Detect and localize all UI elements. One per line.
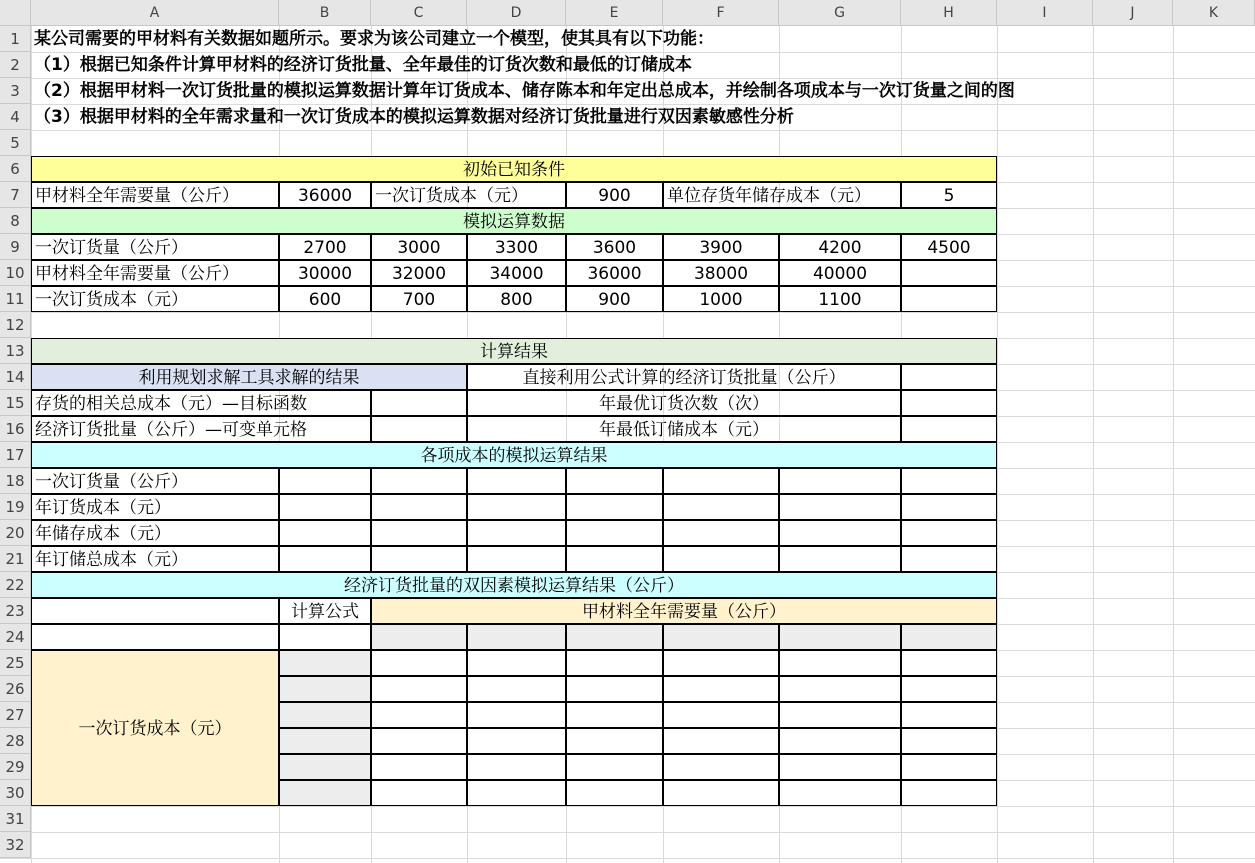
formula-cell[interactable] (279, 624, 371, 650)
eoq-value[interactable] (371, 416, 467, 442)
two-factor-result-cell[interactable] (566, 728, 663, 754)
sim-value[interactable] (901, 286, 997, 312)
two-factor-result-cell[interactable] (371, 650, 467, 676)
gridline-horizontal (0, 832, 1255, 833)
cost-sim-row-label[interactable]: 一次订货量（公斤） (31, 468, 279, 494)
row-header-25[interactable]: 25 (0, 650, 31, 676)
demand-value[interactable]: 36000 (279, 182, 371, 208)
sim-value[interactable]: 34000 (467, 260, 566, 286)
cost-sim-cell[interactable] (279, 520, 371, 546)
row-header-27[interactable]: 27 (0, 702, 31, 728)
two-factor-result-cell[interactable] (663, 676, 779, 702)
min-cost-label[interactable]: 年最低订储成本（元） (467, 416, 901, 442)
row-header-4[interactable]: 4 (0, 104, 31, 130)
two-factor-result-cell[interactable] (467, 676, 566, 702)
cost-sim-cell[interactable] (467, 546, 566, 572)
total-cost-label[interactable]: 存货的相关总成本（元）—目标函数 (31, 390, 371, 416)
sim-value[interactable]: 30000 (279, 260, 371, 286)
demand-label[interactable]: 甲材料全年需要量（公斤） (31, 182, 279, 208)
best-times-value[interactable] (901, 390, 997, 416)
formula-eoq-value[interactable] (901, 364, 997, 390)
demand-input-cell[interactable] (779, 624, 901, 650)
demand-input-cell[interactable] (566, 624, 663, 650)
eoq-label[interactable]: 经济订货批量（公斤）—可变单元格 (31, 416, 371, 442)
two-factor-blank[interactable] (31, 598, 279, 624)
row-header-28[interactable]: 28 (0, 728, 31, 754)
row-header-23[interactable]: 23 (0, 598, 31, 624)
intro-line3[interactable]: （2）根据甲材料一次订货批量的模拟运算数据计算年订货成本、储存陈本和年定出总成本，并绘制各项成本与一次订货量之间的图 (34, 81, 1015, 101)
cost-sim-cell[interactable] (371, 546, 467, 572)
cost-sim-cell[interactable] (901, 546, 997, 572)
two-factor-result-cell[interactable] (901, 702, 997, 728)
row-header-24[interactable]: 24 (0, 624, 31, 650)
two-factor-result-cell[interactable] (467, 650, 566, 676)
cost-sim-cell[interactable] (663, 520, 779, 546)
column-header-j[interactable]: J (1093, 0, 1173, 26)
gridline-horizontal (0, 858, 1255, 859)
cost-sim-title[interactable]: 各项成本的模拟运算结果 (31, 442, 997, 468)
two-factor-title[interactable]: 经济订货批量的双因素模拟运算结果（公斤） (31, 572, 997, 598)
sim-value[interactable] (901, 260, 997, 286)
two-factor-result-cell[interactable] (779, 728, 901, 754)
formula-label[interactable]: 计算公式 (279, 598, 371, 624)
cost-sim-cell[interactable] (279, 546, 371, 572)
two-factor-result-cell[interactable] (779, 676, 901, 702)
row-header-16[interactable]: 16 (0, 416, 31, 442)
results-title[interactable]: 计算结果 (31, 338, 997, 364)
sim-value[interactable]: 2700 (279, 234, 371, 260)
two-factor-result-cell[interactable] (467, 728, 566, 754)
intro-line1[interactable]: 某公司需要的甲材料有关数据如题所示。要求为该公司建立一个模型，使其具有以下功能： (34, 29, 714, 49)
row-header-22[interactable]: 22 (0, 572, 31, 598)
cost-sim-cell[interactable] (901, 494, 997, 520)
sim-value[interactable]: 3300 (467, 234, 566, 260)
row-header-13[interactable]: 13 (0, 338, 31, 364)
two-factor-result-cell[interactable] (663, 650, 779, 676)
formula-header[interactable]: 直接利用公式计算的经济订货批量（公斤） (467, 364, 901, 390)
known-title[interactable]: 初始已知条件 (31, 156, 997, 182)
cost-sim-cell[interactable] (279, 468, 371, 494)
sim-value[interactable]: 4500 (901, 234, 997, 260)
column-header-a[interactable]: A (31, 0, 279, 26)
order-cost-input-cell[interactable] (279, 676, 371, 702)
row-header-12[interactable]: 12 (0, 312, 31, 338)
sim-value[interactable]: 40000 (779, 260, 901, 286)
intro-line4[interactable]: （3）根据甲材料的全年需求量和一次订货成本的模拟运算数据对经济订货批量进行双因素敏感性分析 (34, 107, 794, 127)
demand-input-cell[interactable] (663, 624, 779, 650)
row-header-18[interactable]: 18 (0, 468, 31, 494)
row-header-14[interactable]: 14 (0, 364, 31, 390)
cost-sim-cell[interactable] (779, 520, 901, 546)
column-header-b[interactable]: B (279, 0, 371, 26)
row-header-5[interactable]: 5 (0, 130, 31, 156)
row-header-2[interactable]: 2 (0, 52, 31, 78)
two-factor-result-cell[interactable] (901, 728, 997, 754)
two-factor-result-cell[interactable] (663, 754, 779, 780)
row-header-11[interactable]: 11 (0, 286, 31, 312)
sim-row-label[interactable]: 一次订货量（公斤） (31, 234, 279, 260)
row-header-21[interactable]: 21 (0, 546, 31, 572)
cost-sim-cell[interactable] (779, 546, 901, 572)
two-factor-result-cell[interactable] (901, 650, 997, 676)
row-header-31[interactable]: 31 (0, 806, 31, 832)
row-header-26[interactable]: 26 (0, 676, 31, 702)
total-cost-value[interactable] (371, 390, 467, 416)
sim-value[interactable]: 3000 (371, 234, 467, 260)
cost-sim-cell[interactable] (371, 468, 467, 494)
gridline-horizontal (0, 130, 1255, 131)
two-factor-result-cell[interactable] (779, 650, 901, 676)
two-factor-result-cell[interactable] (663, 702, 779, 728)
row-header-6[interactable]: 6 (0, 156, 31, 182)
row-header-7[interactable]: 7 (0, 182, 31, 208)
two-factor-result-cell[interactable] (779, 780, 901, 806)
best-times-label[interactable]: 年最优订货次数（次） (467, 390, 901, 416)
column-header-h[interactable]: H (901, 0, 997, 26)
demand-header[interactable]: 甲材料全年需要量（公斤） (371, 598, 997, 624)
cost-sim-cell[interactable] (279, 494, 371, 520)
cost-sim-cell[interactable] (566, 494, 663, 520)
order-cost-input-cell[interactable] (279, 728, 371, 754)
order-cost-input-cell[interactable] (279, 754, 371, 780)
two-factor-blank[interactable] (31, 624, 279, 650)
two-factor-result-cell[interactable] (371, 780, 467, 806)
cost-sim-cell[interactable] (663, 494, 779, 520)
two-factor-result-cell[interactable] (663, 780, 779, 806)
two-factor-result-cell[interactable] (901, 780, 997, 806)
cost-sim-cell[interactable] (663, 468, 779, 494)
cost-sim-cell[interactable] (566, 520, 663, 546)
column-header-f[interactable]: F (663, 0, 779, 26)
row-header-30[interactable]: 30 (0, 780, 31, 806)
storage-cost-value[interactable]: 5 (901, 182, 997, 208)
demand-input-cell[interactable] (901, 624, 997, 650)
sim-value[interactable]: 3600 (566, 234, 663, 260)
sim-value[interactable]: 32000 (371, 260, 467, 286)
two-factor-result-cell[interactable] (566, 650, 663, 676)
two-factor-result-cell[interactable] (663, 728, 779, 754)
column-header-d[interactable]: D (467, 0, 566, 26)
row-header-1[interactable]: 1 (0, 26, 31, 52)
cost-sim-cell[interactable] (663, 546, 779, 572)
two-factor-result-cell[interactable] (467, 702, 566, 728)
order-cost-header[interactable]: 一次订货成本（元） (31, 650, 279, 806)
sim-value[interactable]: 700 (371, 286, 467, 312)
order-cost-label[interactable]: 一次订货成本（元） (371, 182, 566, 208)
two-factor-result-cell[interactable] (566, 702, 663, 728)
sim-value[interactable]: 1000 (663, 286, 779, 312)
two-factor-result-cell[interactable] (566, 780, 663, 806)
sim-value[interactable]: 900 (566, 286, 663, 312)
row-header-10[interactable]: 10 (0, 260, 31, 286)
sim-value[interactable]: 600 (279, 286, 371, 312)
order-cost-input-cell[interactable] (279, 650, 371, 676)
row-header-17[interactable]: 17 (0, 442, 31, 468)
cost-sim-cell[interactable] (779, 468, 901, 494)
row-header-19[interactable]: 19 (0, 494, 31, 520)
column-header-e[interactable]: E (566, 0, 663, 26)
sim-value[interactable]: 3900 (663, 234, 779, 260)
row-header-15[interactable]: 15 (0, 390, 31, 416)
select-all-corner[interactable] (0, 0, 31, 26)
sim-value[interactable]: 38000 (663, 260, 779, 286)
two-factor-result-cell[interactable] (467, 754, 566, 780)
order-cost-input-cell[interactable] (279, 702, 371, 728)
cost-sim-cell[interactable] (901, 520, 997, 546)
sim-value[interactable]: 36000 (566, 260, 663, 286)
cost-sim-cell[interactable] (467, 494, 566, 520)
order-cost-value[interactable]: 900 (566, 182, 663, 208)
cost-sim-cell[interactable] (467, 468, 566, 494)
cost-sim-row-label[interactable]: 年订储总成本（元） (31, 546, 279, 572)
cost-sim-cell[interactable] (371, 520, 467, 546)
two-factor-result-cell[interactable] (371, 676, 467, 702)
row-header-32[interactable]: 32 (0, 832, 31, 858)
cost-sim-row-label[interactable]: 年订货成本（元） (31, 494, 279, 520)
two-factor-result-cell[interactable] (566, 676, 663, 702)
sim-value[interactable]: 800 (467, 286, 566, 312)
two-factor-result-cell[interactable] (371, 702, 467, 728)
column-header-g[interactable]: G (779, 0, 901, 26)
order-cost-input-cell[interactable] (279, 780, 371, 806)
demand-input-cell[interactable] (467, 624, 566, 650)
column-header-c[interactable]: C (371, 0, 467, 26)
column-header-k[interactable]: K (1173, 0, 1255, 26)
row-header-8[interactable]: 8 (0, 208, 31, 234)
min-cost-value[interactable] (901, 416, 997, 442)
cost-sim-cell[interactable] (371, 494, 467, 520)
sim-title[interactable]: 模拟运算数据 (31, 208, 997, 234)
cost-sim-cell[interactable] (467, 520, 566, 546)
row-header-29[interactable]: 29 (0, 754, 31, 780)
sim-row-label[interactable]: 一次订货成本（元） (31, 286, 279, 312)
cost-sim-cell[interactable] (779, 494, 901, 520)
two-factor-result-cell[interactable] (371, 754, 467, 780)
two-factor-result-cell[interactable] (566, 754, 663, 780)
row-header-9[interactable]: 9 (0, 234, 31, 260)
two-factor-result-cell[interactable] (467, 780, 566, 806)
storage-cost-label[interactable]: 单位存货年储存成本（元） (663, 182, 901, 208)
demand-input-cell[interactable] (371, 624, 467, 650)
cost-sim-row-label[interactable]: 年储存成本（元） (31, 520, 279, 546)
cost-sim-cell[interactable] (566, 546, 663, 572)
row-header-20[interactable]: 20 (0, 520, 31, 546)
intro-line2[interactable]: （1）根据已知条件计算甲材料的经济订货批量、全年最佳的订货次数和最低的订储成本 (34, 55, 692, 75)
sim-row-label[interactable]: 甲材料全年需要量（公斤） (31, 260, 279, 286)
two-factor-result-cell[interactable] (779, 754, 901, 780)
cost-sim-cell[interactable] (901, 468, 997, 494)
two-factor-result-cell[interactable] (901, 676, 997, 702)
solver-header[interactable]: 利用规划求解工具求解的结果 (31, 364, 467, 390)
sim-value[interactable]: 4200 (779, 234, 901, 260)
row-header-3[interactable]: 3 (0, 78, 31, 104)
two-factor-result-cell[interactable] (901, 754, 997, 780)
sim-value[interactable]: 1100 (779, 286, 901, 312)
two-factor-result-cell[interactable] (371, 728, 467, 754)
column-header-i[interactable]: I (997, 0, 1093, 26)
two-factor-result-cell[interactable] (779, 702, 901, 728)
cost-sim-cell[interactable] (566, 468, 663, 494)
